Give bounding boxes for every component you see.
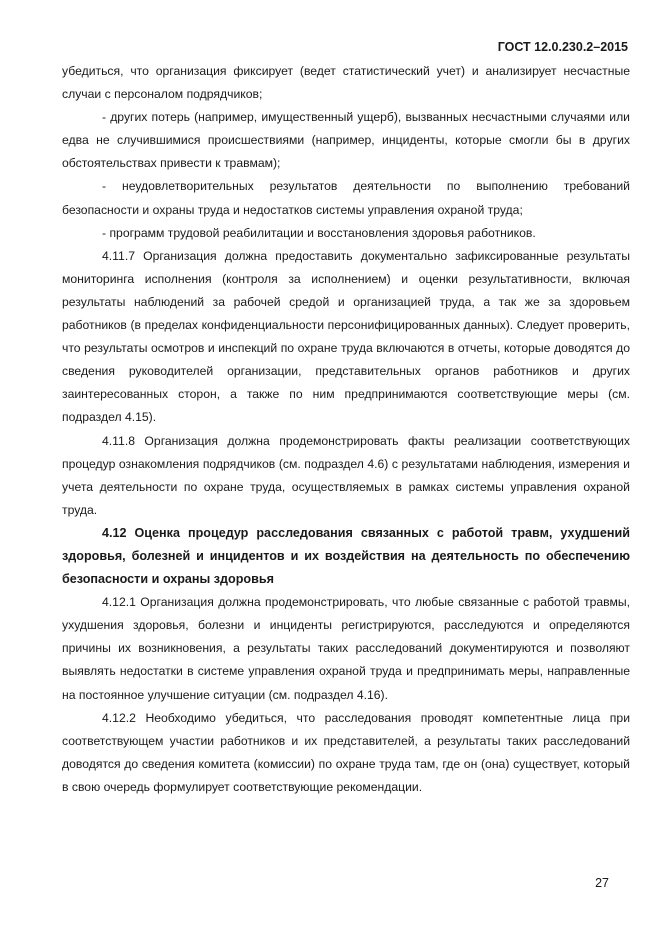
list-item: - неудовлетворительных результатов деятельности по выполнению требований безопасности и охраны труда и недостатков системы управления охраной труда; — [62, 179, 630, 217]
paragraph: убедиться, что организация фиксирует (ведет статистический учет) и анализирует несчастные случаи с персоналом подрядчиков; — [62, 64, 630, 102]
list-item: - программ трудовой реабилитации и восстановления здоровья работников. — [102, 225, 536, 240]
document-body — [62, 60, 630, 799]
section-heading: 4.12 Оценка процедур расследования связанных с работой травм, ухудшений здоровья, болезней и инцидентов и их воздействия на деятельность по обеспечению безопасности и охраны здоровья — [62, 525, 630, 587]
paragraph: 4.11.8 Организация должна продемонстрировать факты реализации соответствующих процедур ознакомления подрядчиков (см. подраздел 4.6) с результатами наблюдения, измерения и учета деятельности по охране труда, осуществляемых в рамках системы управления охраной труда. — [62, 433, 630, 517]
list-item: - других потерь (например, имущественный ущерб), вызванных несчастными случаями или едва не случившимися происшествиями (например, инциденты, которые смогли бы в других обстоятельствах привести к травмам); — [62, 110, 630, 171]
page-number: 27 — [595, 876, 609, 890]
paragraph: 4.12.1 Организация должна продемонстрировать, что любые связанные с работой травмы, ухудшения здоровья, болезни и инциденты регистрируются, расследуются и определяются причины их возникновения, а результаты таких расследований документируются и позволяют выявлять недостатки в системе управления охраной труда и предпринимать меры, направленные на постоянное улучшение ситуации (см. подраздел 4.16). — [62, 595, 630, 702]
document-header: ГОСТ 12.0.230.2–2015 — [497, 40, 628, 54]
paragraph: 4.11.7 Организация должна предоставить документально зафиксированные результаты мониторинга исполнения (контроля за исполнением) и оценки результативности, включая результаты наблюдений за рабочей средой и организацией труда, а так же за здоровьем работников (в пределах конфиденциальности персонифицированных данных). Следует проверить, что результаты осмотров и инспекций по охране труда включаются в отчеты, которые доводятся до сведения руководителей организации, представительных органов работников и других заинтересованных сторон, а также по ним предпринимаются соответствующие меры (см. подраздел 4.15). — [62, 248, 630, 425]
paragraph: 4.12.2 Необходимо убедиться, что расследования проводят компетентные лица при соответствующем участии работников и их представителей, а результаты таких расследований доводятся до сведения комитета (комиссии) по охране труда там, где он (она) существует, который в свою очередь формулирует соответствующие рекомендации. — [62, 710, 630, 794]
